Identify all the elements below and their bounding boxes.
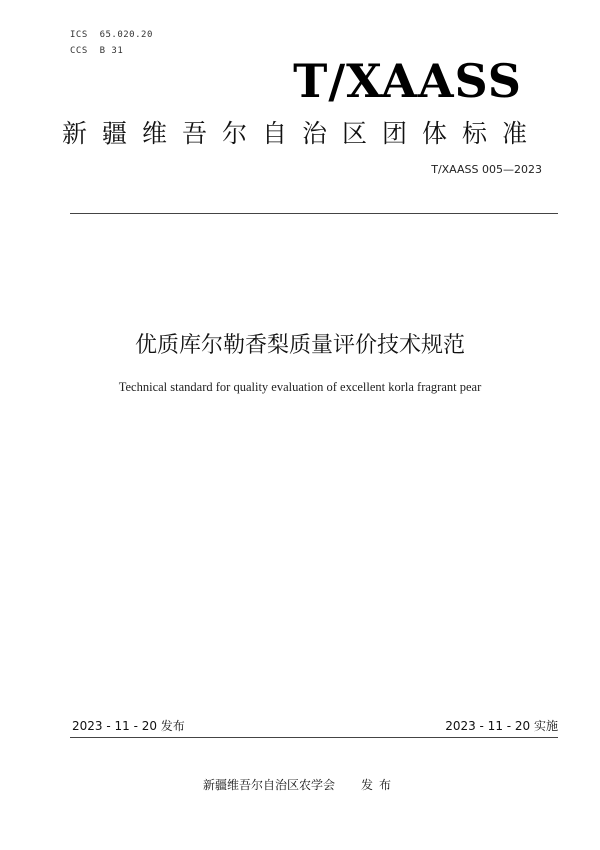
standard-logo: T/XAASS — [293, 54, 522, 108]
publish-label: 发布 — [361, 778, 398, 792]
document-title-english: Technical standard for quality evaluation of excellent korla fragrant pear — [118, 380, 482, 394]
implementation-date: 2023 - 11 - 20 实施 — [445, 719, 558, 733]
standard-type-heading: 新疆维吾尔自治区团体标准 — [62, 119, 543, 148]
ccs-code: CCS B 31 — [70, 46, 124, 56]
document-title-chinese: 优质库尔勒香梨质量评价技术规范 — [134, 333, 465, 358]
issue-date: 2023 - 11 - 20 发布 — [72, 719, 185, 733]
footer-divider — [70, 737, 558, 738]
publisher-name: 新疆维吾尔自治区农学会 — [202, 778, 335, 792]
ics-code: ICS 65.020.20 — [70, 30, 153, 40]
header-divider — [70, 213, 558, 214]
publisher-line — [0, 776, 600, 793]
standard-number: T/XAASS 005—2023 — [431, 163, 542, 176]
